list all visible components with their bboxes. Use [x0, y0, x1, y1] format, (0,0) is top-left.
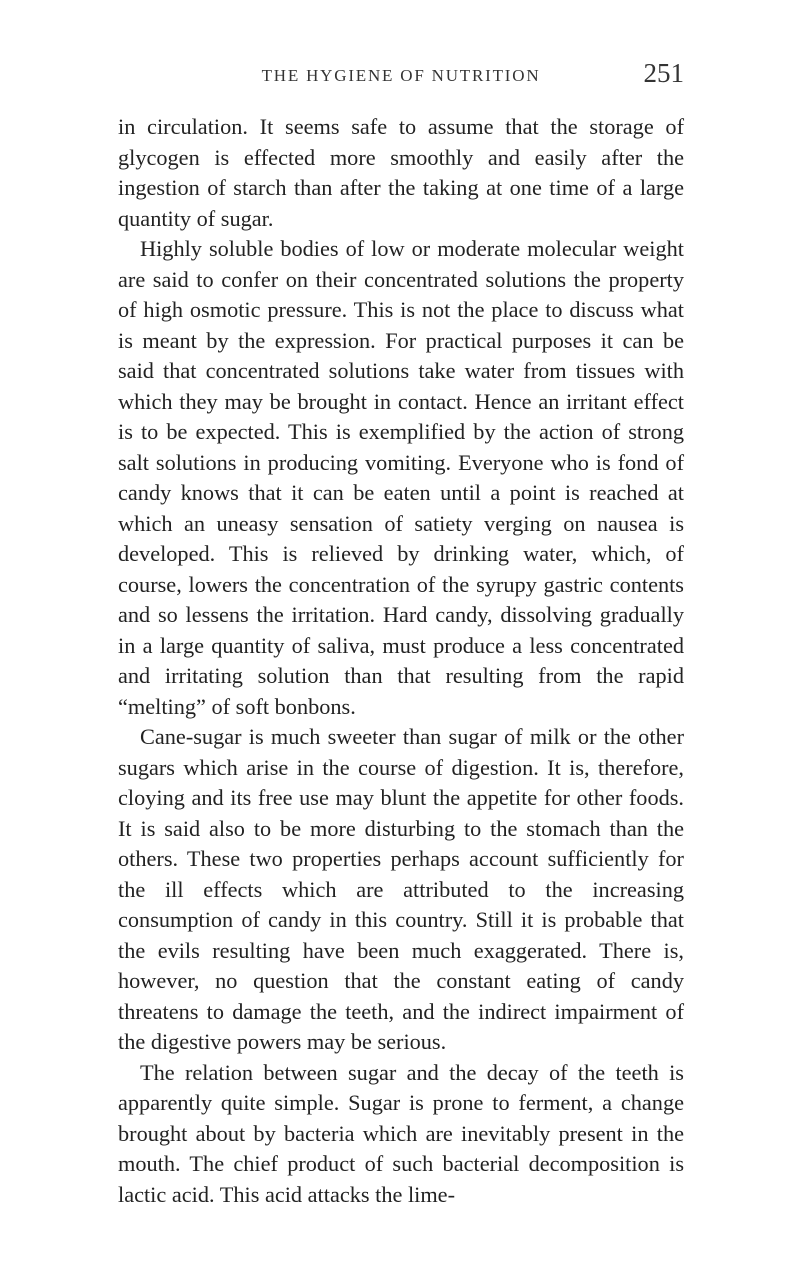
book-page — [118, 58, 684, 1210]
paragraph-teeth-decay: The relation between sugar and the decay of the teeth is apparently quite simple. Sugar is prone to ferment, a change brought about by bacteria which are inevitably present in the mouth. The chief product of such bacterial decomposition is lactic acid. This acid attacks the lime- — [118, 1059, 684, 1207]
running-title: THE HYGIENE OF NUTRITION — [261, 66, 541, 85]
body-text — [118, 112, 684, 1210]
page-number: 251 — [643, 58, 684, 88]
paragraph-continued: in circulation. It seems safe to assume that the storage of glycogen is effected more smoothly and easily after the ingestion of starch than after the taking at one time of a large quantity of sugar. — [118, 114, 684, 231]
paragraph-osmotic-pressure: Highly soluble bodies of low or moderate molecular weight are said to confer on their concentrated solutions the property of high osmotic pressure. This is not the place to discuss what is meant by the expression. For practical purposes it can be said that concentrated solutions take water from tissues with which they may be brought in contact. Hence an irritant effect is to be expected. This is exemplified by the action of strong salt solutions in producing vomiting. Everyone who is fond of candy knows that it can be eaten until a point is reached at which an uneasy sensation of satiety verging on nausea is developed. This is relieved by drinking water, which, of course, lowers the concentration of the syrupy gastric contents and so lessens the irritation. Hard candy, dissolving gradually in a large quantity of saliva, must produce a less concentrated and irritating solution than that resulting from the rapid “melting” of soft bonbons. — [118, 236, 684, 719]
running-header — [118, 58, 684, 98]
paragraph-cane-sugar: Cane-sugar is much sweeter than sugar of milk or the other sugars which arise in the course of digestion. It is, therefore, cloying and its free use may blunt the appetite for other foods. It is said also to be more disturbing to the stomach than the others. These two properties perhaps account sufficiently for the ill effects which are attributed to the increasing consumption of candy in this country. Still it is probable that the evils resulting have been much exaggerated. There is, however, no question that the constant eating of candy threatens to damage the teeth, and the indirect impairment of the digestive powers may be serious. — [118, 724, 684, 1054]
